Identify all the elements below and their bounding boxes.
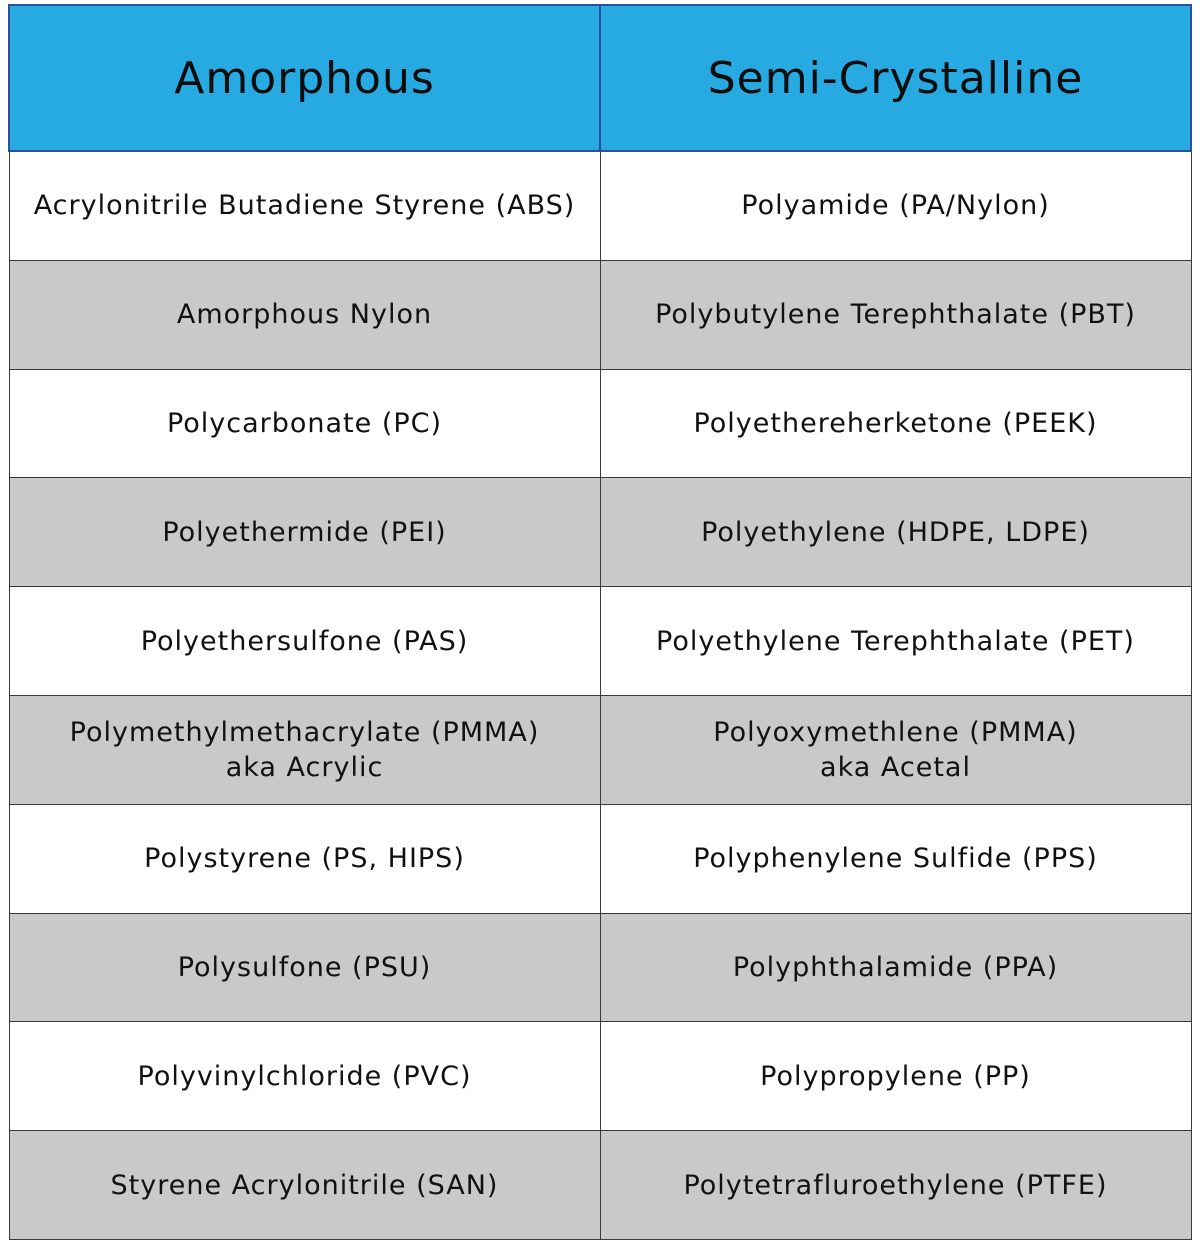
table-row — [9, 151, 1191, 260]
cell-text: Polyoxymethlene (PMMA) — [713, 716, 1078, 748]
semi-crystalline-cell — [600, 913, 1191, 1022]
cell-text: Polyethylene Terephthalate (PET) — [656, 625, 1135, 657]
cell-text: Polyethylene (HDPE, LDPE) — [701, 516, 1090, 548]
cell-text: Polyethersulfone (PAS) — [140, 625, 469, 657]
table-row — [9, 695, 1191, 804]
amorphous-cell — [9, 369, 600, 478]
cell-text: Polyvinylchloride (PVC) — [137, 1060, 472, 1092]
semi-crystalline-cell — [600, 804, 1191, 913]
cell-text: Polystyrene (PS, HIPS) — [144, 843, 465, 875]
cell-text: Polyamide (PA/Nylon) — [741, 190, 1050, 222]
amorphous-cell — [9, 587, 600, 696]
amorphous-cell — [9, 804, 600, 913]
cell-text: Polyphenylene Sulfide (PPS) — [693, 843, 1098, 875]
semi-crystalline-cell — [600, 587, 1191, 696]
semi-crystalline-cell — [600, 478, 1191, 587]
cell-text: Polyphthalamide (PPA) — [732, 951, 1059, 983]
table-row — [9, 478, 1191, 587]
semi-crystalline-cell — [600, 1131, 1191, 1240]
amorphous-cell — [9, 478, 600, 587]
table-row — [9, 587, 1191, 696]
cell-subtext: aka Acetal — [820, 751, 971, 783]
cell-text: Polytetrafluroethylene (PTFE) — [683, 1169, 1108, 1201]
column-header-amorphous: Amorphous — [9, 5, 600, 151]
cell-text: Polypropylene (PP) — [760, 1060, 1031, 1092]
cell-text: Amorphous Nylon — [176, 299, 433, 331]
table-row — [9, 369, 1191, 478]
semi-crystalline-cell — [600, 151, 1191, 260]
cell-text: Styrene Acrylonitrile (SAN) — [110, 1169, 499, 1201]
table-header-row — [9, 5, 1191, 151]
amorphous-cell — [9, 1131, 600, 1240]
cell-text: Acrylonitrile Butadiene Styrene (ABS) — [33, 190, 576, 222]
semi-crystalline-cell — [600, 1022, 1191, 1131]
table-row — [9, 804, 1191, 913]
semi-crystalline-cell — [600, 260, 1191, 369]
table-row — [9, 260, 1191, 369]
cell-text: Polyethereherketone (PEEK) — [693, 407, 1098, 439]
polymer-comparison-table — [8, 4, 1192, 1240]
table-row — [9, 1131, 1191, 1240]
column-header-semi-crystalline: Semi-Crystalline — [600, 5, 1191, 151]
cell-text: Polymethylmethacrylate (PMMA) — [69, 716, 540, 748]
table-row — [9, 1022, 1191, 1131]
cell-text: Polysulfone (PSU) — [177, 951, 432, 983]
semi-crystalline-cell — [600, 695, 1191, 804]
cell-text: Polyethermide (PEI) — [162, 516, 447, 548]
table-row — [9, 913, 1191, 1022]
amorphous-cell — [9, 1022, 600, 1131]
cell-text: Polybutylene Terephthalate (PBT) — [655, 299, 1136, 331]
amorphous-cell — [9, 260, 600, 369]
cell-text: Polycarbonate (PC) — [166, 407, 443, 439]
amorphous-cell — [9, 695, 600, 804]
amorphous-cell — [9, 151, 600, 260]
amorphous-cell — [9, 913, 600, 1022]
cell-subtext: aka Acrylic — [225, 751, 384, 783]
semi-crystalline-cell — [600, 369, 1191, 478]
